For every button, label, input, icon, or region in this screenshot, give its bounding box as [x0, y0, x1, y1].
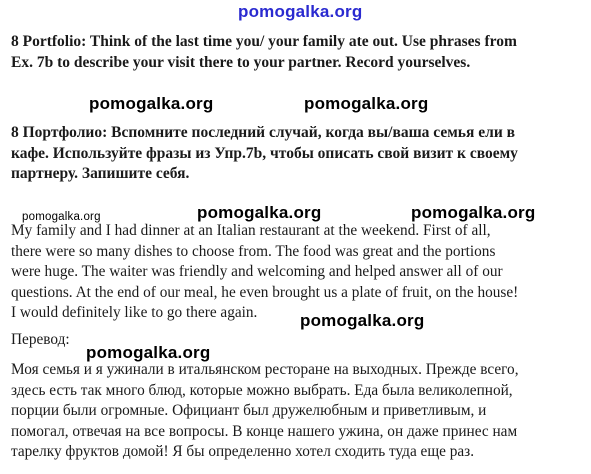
translation-label: Перевод: [11, 331, 70, 348]
answer-russian-line: помогал, отвечая на все вопросы. В конце нашего ужина, он даже принес нам [11, 422, 518, 440]
watermark-small: pomogalka.org [22, 211, 101, 223]
watermark: pomogalka.org [86, 343, 211, 362]
watermark-top: pomogalka.org [238, 2, 363, 21]
task-english-line: Ex. 7b to describe your visit there to your partner. Record yourselves. [11, 53, 471, 71]
watermark: pomogalka.org [89, 94, 214, 113]
watermark: pomogalka.org [304, 94, 429, 113]
watermark: pomogalka.org [197, 203, 322, 222]
answer-russian-line: Моя семья и я ужинали в итальянском ресторане на выходных. Прежде всего, [11, 361, 519, 378]
answer-russian [11, 360, 586, 463]
task-russian-line: кафе. Используйте фразы из Упр.7b, чтобы описать свой визит к своему [11, 144, 518, 162]
watermark: pomogalka.org [411, 203, 536, 222]
answer-english-line: questions. At the end of our meal, he even brought us a plate of fruit, on the house! [11, 283, 519, 301]
answer-english-line: I would definitely like to go there again. [11, 304, 258, 321]
answer-russian-line: порции были огромные. Официант был дружелюбным и приветливым, и [11, 402, 487, 419]
answer-english-line: there were so many dishes to choose from. The food was great and the portions [11, 242, 496, 260]
task-russian-line: 8 Портфолио: Вспомните последний случай, когда вы/ваша семья ели в [11, 124, 516, 141]
answer-english-line: My family and I had dinner at an Italian restaurant at the weekend. First of all, [11, 222, 491, 239]
watermark: pomogalka.org [300, 311, 425, 330]
answer-russian-line: тарелку фруктов домой! Я бы определенно хотел сходить туда еще раз. [11, 443, 475, 460]
task-russian [11, 123, 581, 185]
answer-english [11, 221, 586, 324]
answer-russian-line: здесь есть так много блюд, которые можно выбрать. Еда была великолепной, [11, 381, 513, 399]
task-english-line: 8 Portfolio: Think of the last time you/ your family ate out. Use phrases from [11, 33, 517, 50]
task-russian-line: партнеру. Запишите себя. [11, 165, 190, 182]
task-english [11, 32, 581, 73]
answer-english-line: were huge. The waiter was friendly and welcoming and helped answer all of our [11, 263, 503, 280]
